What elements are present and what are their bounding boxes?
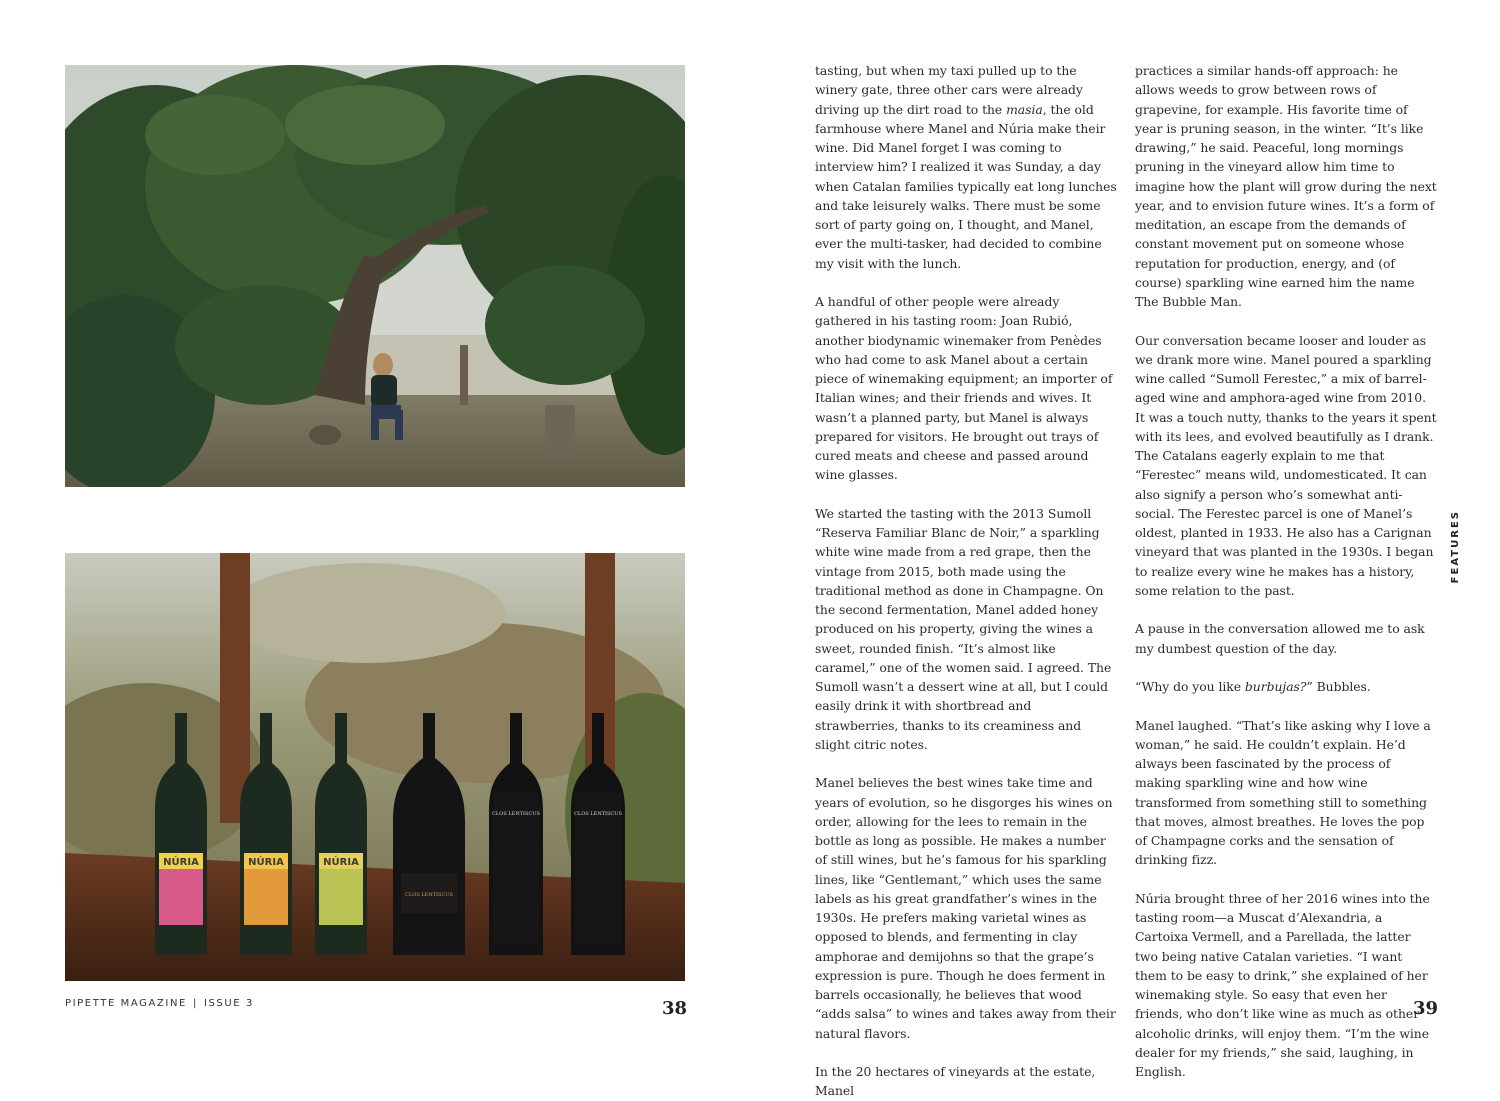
paragraph: Manel believes the best wines take time and years of evolution, so he disgorges his wines on order, allowing for the lees to remain in the bottle as long as possible. He makes a number of still wines, but he’s famous for his sparkling lines, like “Gentlemant,” which uses the same labels as his great grandfather’s wines in the 1930s. He prefers making varietal wines as opposed to blends, and fermenting in clay amphorae and demijohns so that the grape’s expression is pure. Though he does ferment in barrels occasionally, he believes that wood “adds salsa” to wines and takes away from their natural flavors. — [815, 775, 1116, 1041]
page-number-left: 38 — [662, 998, 688, 1019]
photo-wine-bottles — [65, 553, 685, 981]
bottle-label-clos-3: CLOS LENTISCUS — [574, 811, 622, 817]
paragraph: “Why do you like burbujas?” Bubbles. — [1135, 679, 1371, 694]
paragraph: A pause in the conversation allowed me to ask my dumbest question of the day. — [1135, 621, 1425, 656]
bottle-label-nuria-3: NÚRIA — [323, 857, 359, 868]
bottles-photo-illustration — [65, 553, 685, 981]
bottle-label-clos-2: CLOS LENTISCUS — [492, 811, 540, 817]
paragraph: In the 20 hectares of vineyards at the estate, Manel — [815, 1064, 1096, 1099]
paragraph: Manel laughed. “That’s like asking why I love a woman,” he said. He couldn’t explain. He’d always been fascinated by the process of making sparkling wine and how wine transformed from something still to something that moves, almost breathes. He loves the pop of Champagne corks and the sensation of drinking fizz. — [1135, 717, 1431, 868]
magazine-name: PIPETTE MAGAZINE — [65, 998, 187, 1009]
issue-number: ISSUE 3 — [203, 998, 254, 1009]
paragraph: practices a similar hands-off approach: he allows weeds to grow between rows of grapevine, for example. His favorite time of year is pruning season, in the winter. “It’s like drawing,” he said. Peaceful, long mornings pruning in the vineyard allow him time to imagine how the plant will grow during the next year, and to envision future wines. It’s a form of meditation, an escape from the demands of constant movement put on someone whose reputation for production, energy, and (of course) sparkling wine earned him the name The Bubble Man. — [1135, 63, 1437, 309]
paragraph: Núria brought three of her 2016 wines into the tasting room—a Muscat d’Alexandria, a Cartoixa Vermell, and a Parellada, the latter two being native Catalan varieties. “I want them to be easy to drink,” she explained of her winemaking style. So easy that even her friends, who don’t like wine as much as other alcoholic drinks, will enjoy them. “I’m the wine dealer for my friends,” she said, laughing, in English. — [1135, 890, 1430, 1079]
tree-photo-illustration — [65, 65, 685, 487]
photo-tree-woman — [65, 65, 685, 487]
paragraph: We started the tasting with the 2013 Sumoll “Reserva Familiar Blanc de Noir,” a sparkling white wine made from a red grape, then the vintage from 2015, both made using the traditional method as done in Champagne. On the second fermentation, Manel added honey produced on his property, giving the wines a sweet, rounded finish. “It’s almost like caramel,” one of the women said. I agreed. The Sumoll wasn’t a dessert wine at all, but I could easily drink it with shortbread and strawberries, thanks to its creaminess and slight citric notes. — [815, 505, 1112, 752]
article-column-left — [815, 61, 1117, 1101]
paragraph: A handful of other people were already gathered in his tasting room: Joan Rubió, another biodynamic winemaker from Penèdes who had come to ask Manel about a certain piece of winemaking equipment; an importer of Italian wines; and their friends and wives. It wasn’t a planned party, but Manel is always prepared for visitors. He brought out trays of cured meats and cheese and passed around wine glasses. — [815, 294, 1113, 483]
page-number-right: 39 — [1413, 998, 1439, 1019]
footer-magazine — [65, 998, 254, 1009]
bottle-label-nuria-2: NÚRIA — [248, 857, 284, 868]
paragraph: Our conversation became looser and louder as we drank more wine. Manel poured a sparkling wine called “Sumoll Ferestec,” a mix of barrel-aged wine and amphora-aged wine from 2010. It was a touch nutty, thanks to the years it spent with its lees, and evolved beautifully as I drank. The Catalans eagerly explain to me that “Ferestec” means wild, undomesticated. It can also signify a person who’s somewhat anti-social. The Ferestec parcel is one of Manel’s oldest, planted in 1933. He also has a Carignan vineyard that was planted in the 1930s. I began to realize every wine he makes has a history, some relation to the past. — [1135, 332, 1437, 598]
bottle-label-nuria-1: NÚRIA — [163, 857, 199, 868]
footer-separator: | — [192, 998, 198, 1009]
bottle-label-clos-1: CLOS LENTISCUS — [405, 892, 453, 898]
section-tab: FEATURES — [1450, 510, 1461, 584]
paragraph: tasting, but when my taxi pulled up to the winery gate, three other cars were already driving up the dirt road to the masia, the old farmhouse where Manel and Núria make their wine. Did Manel forget I was coming to interview him? I realized it was Sunday, a day when Catalan families typically eat long lunches and take leisurely walks. There must be some sort of party going on, I thought, and Manel, ever the multi-tasker, had decided to combine my visit with the lunch. — [815, 63, 1117, 271]
article-column-right — [1135, 61, 1437, 1081]
